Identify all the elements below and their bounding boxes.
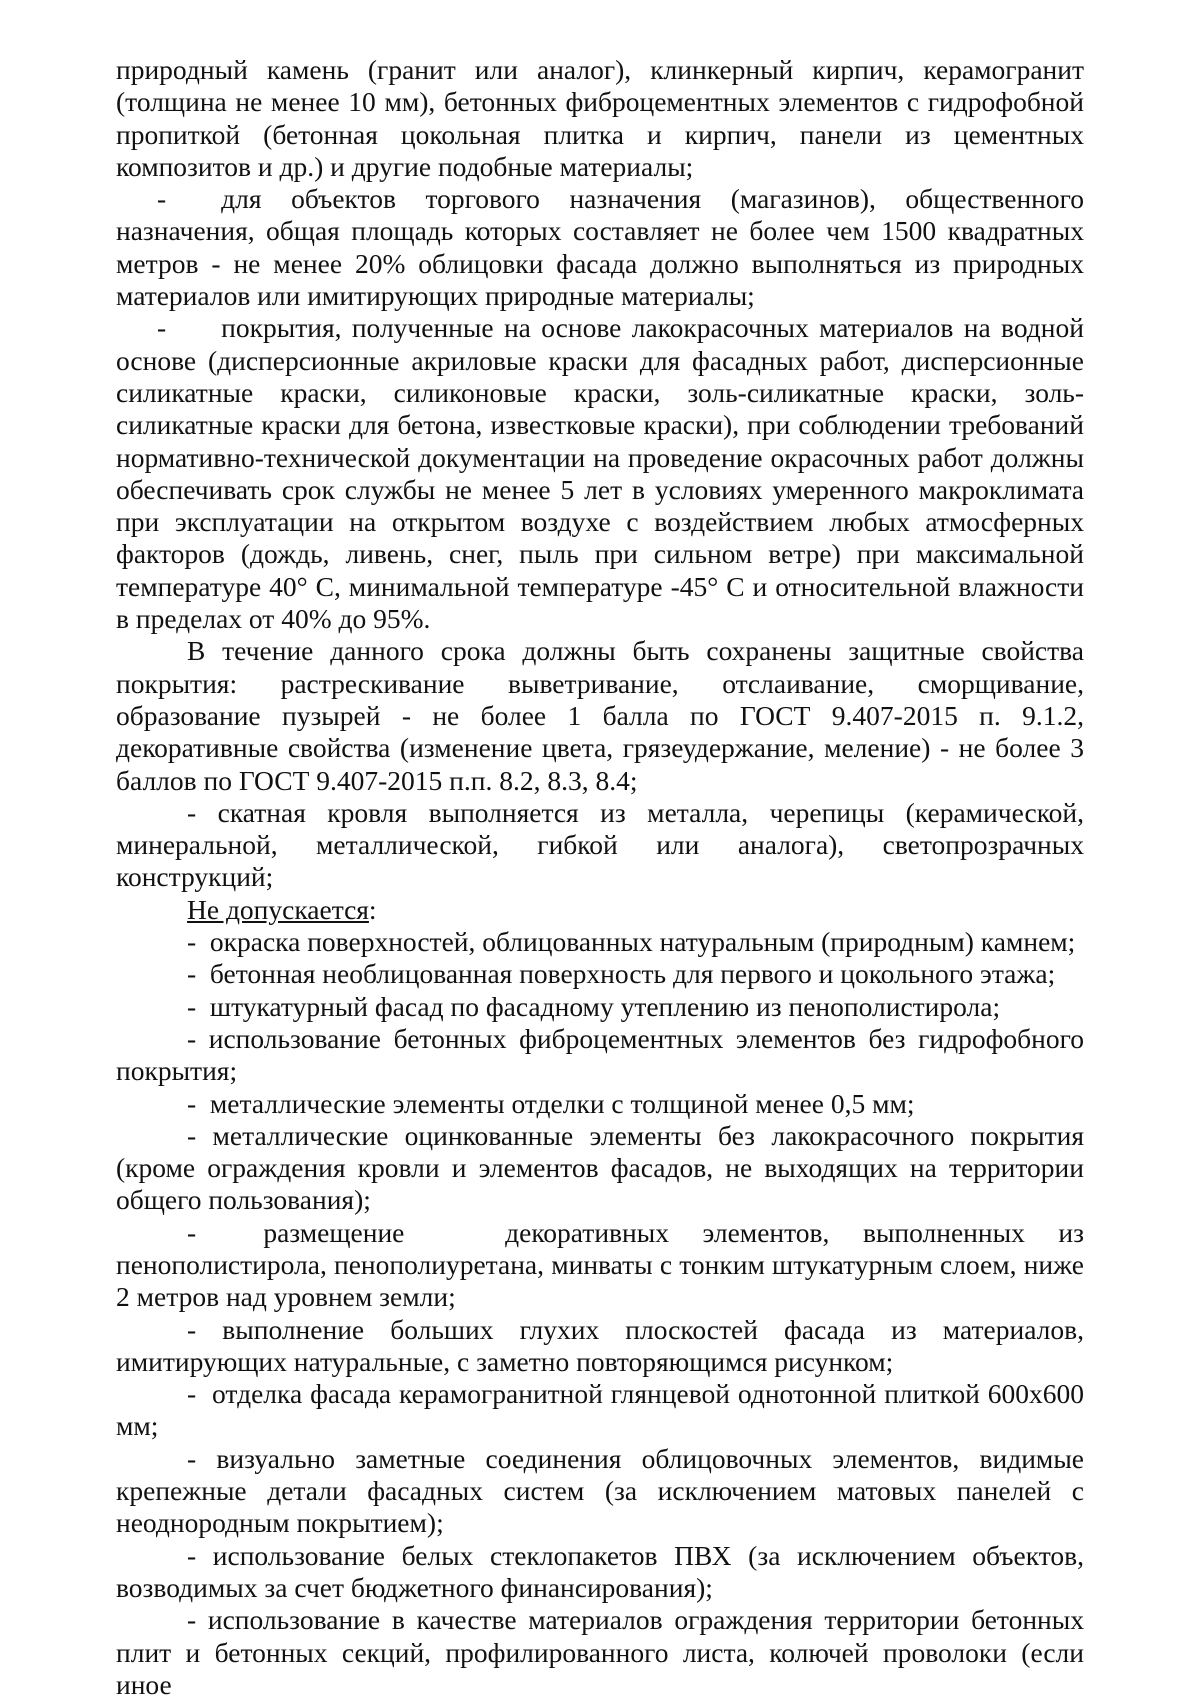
list-item: - использование бетонных фиброцементных элементов без гидрофобного покрытия; xyxy=(116,1022,1084,1087)
list-item: - отделка фасада керамогранитной глянцевой однотонной плиткой 600x600 мм; xyxy=(116,1378,1084,1442)
list-item: - бетонная необлицованная поверхность для первого и цокольного этажа; xyxy=(187,958,1056,990)
list-item: - использование в качестве материалов ограждения территории бетонных плит и бетонных секций, профилированного листа, колючей проволоки (если иное xyxy=(116,1604,1084,1700)
list-item: - окраска поверхностей, облицованных натуральным (природным) камнем; xyxy=(187,926,1076,958)
list-item: - металлические элементы отделки с толщиной менее 0,5 мм; xyxy=(187,1087,915,1119)
paragraph-retail-objects: - для объектов торгового назначения (магазинов), общественного назначения, общая площадь которых составляет не более чем 1500 квадратных метров - не менее 20% облицовки фасада должно выполняться из природных материалов или имитирующих природные материалы; xyxy=(116,183,1084,312)
paragraph-paint-coatings: - покрытия, полученные на основе лакокрасочных материалов на водной основе (дисперсионные акриловые краски для фасадных работ, дисперсионные силикатные краски, силиконовые краски, золь-силикатные краски, золь-силикатные краски для бетона, известковые краски), при соблюдении требований нормативно-технической документации на проведение окрасочных работ должны обеспечивать срок службы не менее 5 лет в условиях умеренного макроклимата при эксплуатации на открытом воздухе с воздействием любых атмосферных факторов (дождь, ливень, снег, пыль при сильном ветре) при максимальной температуре 40° С, минимальной температуре -45° С и относительной влажности в пределах от 40% до 95%. xyxy=(116,312,1084,635)
list-item: - металлические оцинкованные элементы без лакокрасочного покрытия (кроме ограждения кровли и элементов фасадов, не выходящих на территории общего пользования); xyxy=(116,1119,1084,1216)
not-allowed-colon: : xyxy=(368,893,377,925)
list-item: - визуально заметные соединения облицовочных элементов, видимые крепежные детали фасадных систем (за исключением матовых панелей с неоднородным покрытием); xyxy=(116,1442,1084,1539)
document-body xyxy=(116,54,1084,1701)
paragraph-materials-list: природный камень (гранит или аналог), клинкерный кирпич, керамогранит (толщина не менее 10 мм), бетонных фиброцементных элементов с гидрофобной пропиткой (бетонная цокольная плитка и кирпич, панели из цементных композитов и др.) и другие подобные материалы; xyxy=(116,54,1084,182)
list-item: - размещение декоративных элементов, выполненных из пенополистирола, пенополиуретана, минваты с тонким штукатурным слоем, ниже 2 метров над уровнем земли; xyxy=(116,1216,1084,1313)
list-item: - использование белых стеклопакетов ПВХ (за исключением объектов, возводимых за счет бюджетного финансирования); xyxy=(116,1539,1084,1603)
section-heading-not-allowed xyxy=(116,894,1084,926)
list-item: - штукатурный фасад по фасадному утеплению из пенополистирола; xyxy=(187,990,1001,1022)
list-item: - выполнение больших глухих плоскостей фасада из материалов, имитирующих натуральные, с заметно повторяющимся рисунком; xyxy=(116,1313,1084,1377)
paragraph-protective-properties: В течение данного срока должны быть сохранены защитные свойства покрытия: растрескивание выветривание, отслаивание, сморщивание, образование пузырей - не более 1 балла по ГОСТ 9.407-2015 п. 9.1.2, декоративные свойства (изменение цвета, грязеудержание, меление) - не более 3 баллов по ГОСТ 9.407-2015 п.п. 8.2, 8.3, 8.4; xyxy=(116,635,1084,796)
paragraph-pitched-roof: - скатная кровля выполняется из металла, черепицы (керамической, минеральной, металлической, гибкой или аналога), светопрозрачных конструкций; xyxy=(116,796,1084,893)
not-allowed-label: Не допускается xyxy=(187,893,369,925)
